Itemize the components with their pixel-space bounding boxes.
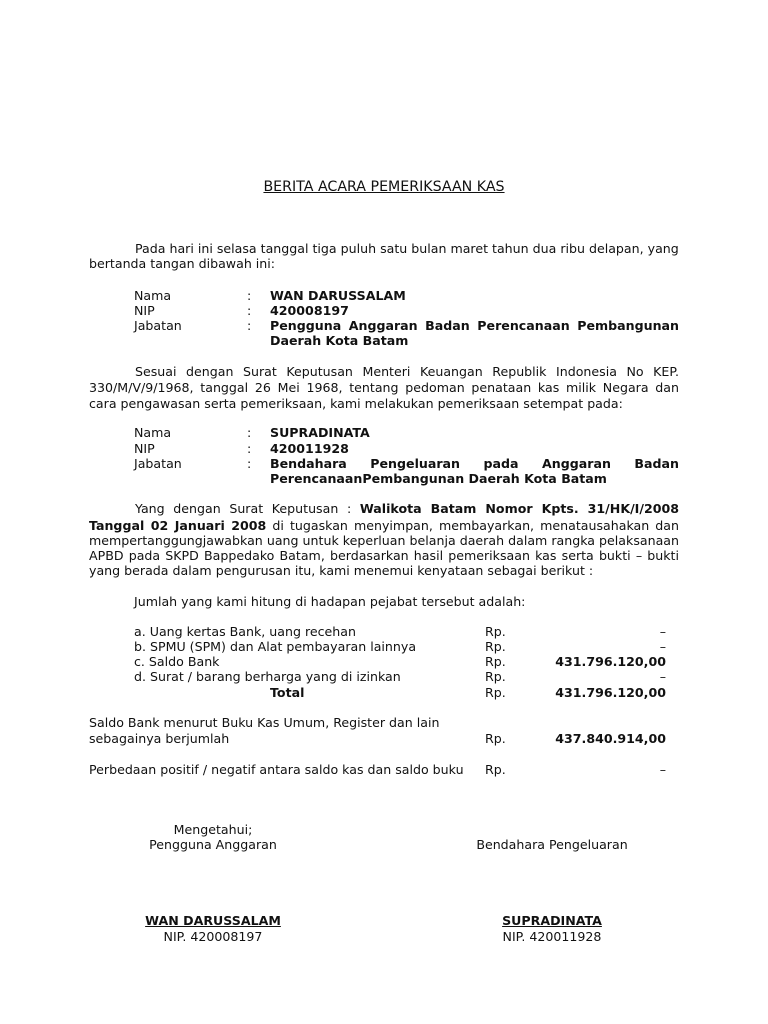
assignment-line-2 <box>89 518 679 533</box>
item-label: c. Saldo Bank <box>134 654 220 669</box>
person2-nama: SUPRADINATA <box>270 425 370 440</box>
person1-jabatan-line-2: Daerah Kota Batam <box>270 333 409 348</box>
left-signatory-nip: NIP. 420008197 <box>163 929 263 944</box>
item-currency: Rp. <box>485 654 506 669</box>
person2-nip: 420011928 <box>270 441 349 456</box>
left-signature-heading-1: Mengetahui; <box>173 822 253 837</box>
person1-nip-colon: : <box>247 303 252 318</box>
person2-jabatan-colon: : <box>247 456 252 471</box>
left-signature-heading-2: Pengguna Anggaran <box>149 837 277 852</box>
difference-label: Perbedaan positif / negatif antara saldo kas dan saldo buku <box>89 762 464 777</box>
assignment-line-1-text: Yang dengan Surat Keputusan : <box>135 501 360 516</box>
total-currency: Rp. <box>485 685 506 700</box>
total-label: Total <box>270 685 305 700</box>
person1-nip-label: NIP <box>134 303 155 318</box>
left-signatory-name: WAN DARUSSALAM <box>145 913 281 928</box>
person1-jabatan-colon: : <box>247 318 252 333</box>
bank-balance-line-1: Saldo Bank menurut Buku Kas Umum, Register dan lain <box>89 715 440 730</box>
person2-nama-label: Nama <box>134 425 172 440</box>
person1-jabatan-label: Jabatan <box>134 318 182 333</box>
item-amount: – <box>659 624 666 639</box>
person2-nama-colon: : <box>247 425 252 440</box>
item-currency: Rp. <box>485 639 506 654</box>
item-label: a. Uang kertas Bank, uang recehan <box>134 624 356 639</box>
bank-balance-line-2: sebagainya berjumlah <box>89 731 230 746</box>
decree-line-2: 330/M/V/9/1968, tanggal 26 Mei 1968, tentang pedoman penataan kas milik Negara dan <box>89 380 679 395</box>
person1-nama-colon: : <box>247 288 252 303</box>
person1-nip: 420008197 <box>270 303 349 318</box>
item-amount: 431.796.120,00 <box>555 654 666 669</box>
assignment-line-2-bold: Tanggal 02 Januari 2008 <box>89 518 267 533</box>
decree-line-3: cara pengawasan serta pemeriksaan, kami melakukan pemeriksaan setempat pada: <box>89 396 623 411</box>
person1-jabatan-line-1: Pengguna Anggaran Badan Perencanaan Pembangunan <box>270 318 679 333</box>
right-signature-heading: Bendahara Pengeluaran <box>476 837 628 852</box>
person2-jabatan-line-2: PerencanaanPembangunan Daerah Kota Batam <box>270 471 607 486</box>
difference-amount: – <box>659 762 666 777</box>
bank-balance-amount: 437.840.914,00 <box>555 731 666 746</box>
difference-currency: Rp. <box>485 762 506 777</box>
total-amount: 431.796.120,00 <box>555 685 666 700</box>
person2-nip-colon: : <box>247 441 252 456</box>
assignment-line-2-text: di tugaskan menyimpan, membayarkan, menatausahakan dan <box>266 518 679 533</box>
item-currency: Rp. <box>485 669 506 684</box>
item-amount: – <box>659 639 666 654</box>
person1-nama-label: Nama <box>134 288 172 303</box>
document-title: BERITA ACARA PEMERIKSAAN KAS <box>263 179 505 195</box>
right-signatory-name: SUPRADINATA <box>502 913 602 928</box>
item-amount: – <box>659 669 666 684</box>
person2-nip-label: NIP <box>134 441 155 456</box>
right-signatory-nip: NIP. 420011928 <box>502 929 602 944</box>
item-label: b. SPMU (SPM) dan Alat pembayaran lainnya <box>134 639 417 654</box>
assignment-line-5: yang berada dalam pengurusan itu, kami menemui kenyataan sebagai berikut : <box>89 563 594 578</box>
count-intro: Jumlah yang kami hitung di hadapan pejabat tersebut adalah: <box>134 594 526 609</box>
bank-balance-currency: Rp. <box>485 731 506 746</box>
person2-jabatan-line-1: Bendahara Pengeluaran pada Anggaran Badan <box>270 456 679 471</box>
opening-line-2: bertanda tangan dibawah ini: <box>89 256 276 271</box>
person2-jabatan-label: Jabatan <box>134 456 182 471</box>
assignment-line-4: APBD pada SKPD Bappedako Batam, berdasarkan hasil pemeriksaan kas serta bukti – bukti <box>89 548 679 563</box>
assignment-line-3: mempertanggungjawabkan uang untuk keperluan belanja daerah dalam rangka pelaksanaan <box>89 533 679 548</box>
person1-nama: WAN DARUSSALAM <box>270 288 406 303</box>
assignment-line-1-bold: Walikota Batam Nomor Kpts. 31/HK/I/2008 <box>359 501 680 516</box>
item-currency: Rp. <box>485 624 506 639</box>
assignment-line-1 <box>89 501 679 516</box>
decree-line-1: Sesuai dengan Surat Keputusan Menteri Keuangan Republik Indonesia No KEP. <box>135 364 679 379</box>
opening-line-1: Pada hari ini selasa tanggal tiga puluh satu bulan maret tahun dua ribu delapan, yang <box>135 241 679 256</box>
item-label: d. Surat / barang berharga yang di izinkan <box>134 669 401 684</box>
